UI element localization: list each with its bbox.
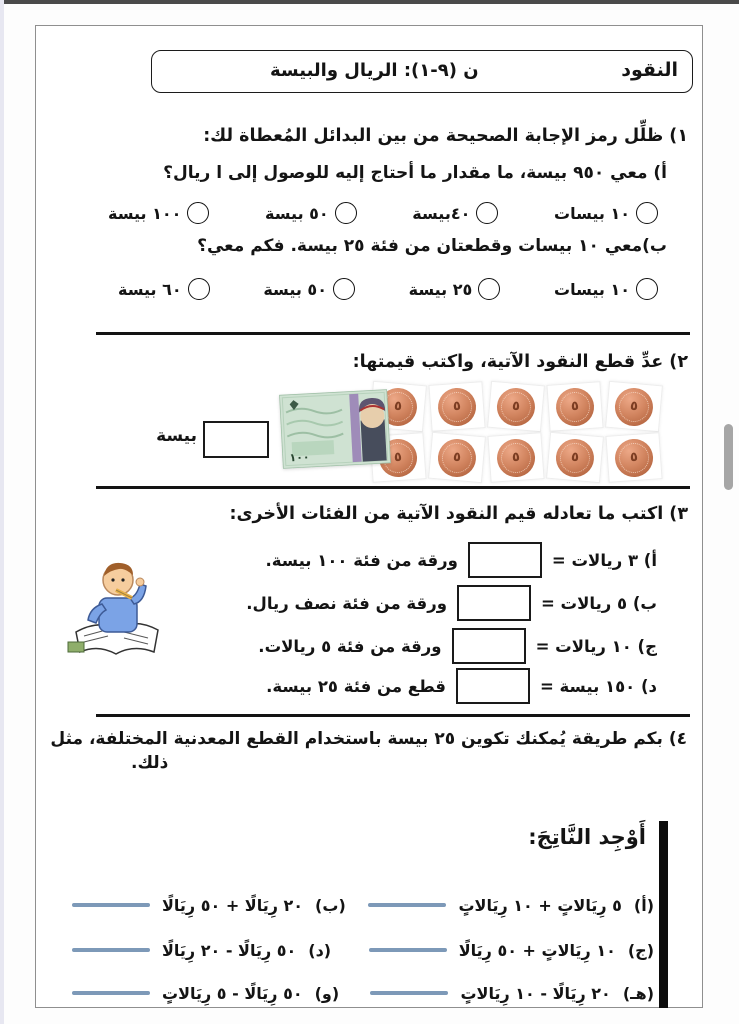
q3-prefix: ب) ٥ ريالات = xyxy=(540,593,657,613)
answer-line[interactable] xyxy=(368,903,446,907)
q1-heading: ١) ظلِّل رمز الإجابة الصحيحة من بين البدائل المُعطاة لك: xyxy=(203,126,688,146)
option-item xyxy=(108,202,209,224)
answer-circle[interactable] xyxy=(636,202,658,224)
problem-label: (د) xyxy=(308,940,332,960)
q1a-question: أ) معي ٩٥٠ بيسة، ما مقدار ما أحتاج إليه للوصول إلى ا ريال؟ xyxy=(163,163,667,183)
answer-circle[interactable] xyxy=(476,202,498,224)
q3-item xyxy=(266,540,658,580)
arithmetic-problem xyxy=(370,984,654,1003)
header-box xyxy=(151,50,693,93)
q3-suffix: ورقة من فئة نصف ريال. xyxy=(246,593,447,613)
arithmetic-problem xyxy=(72,941,331,960)
five-baisa-coin: ٥ xyxy=(555,386,596,427)
answer-circle[interactable] xyxy=(335,202,357,224)
q3-heading: ٣) اكتب ما تعادله قيم النقود الآتية من الفئات الأخرى: xyxy=(229,504,688,524)
top-edge-bar xyxy=(0,0,739,4)
answer-circle[interactable] xyxy=(478,278,500,300)
results-row xyxy=(72,974,654,1012)
problem-expression: ٥٠ رِيَالًا - ٥ رِيَالاتٍ xyxy=(162,983,303,1003)
q3-prefix: أ) ٣ ريالات = xyxy=(551,550,657,570)
coin-card xyxy=(605,381,663,433)
problem-expression: ٢٠ رِيَالًا + ٥٠ رِيَالًا xyxy=(162,895,304,915)
arithmetic-problem xyxy=(72,896,346,915)
coin-card xyxy=(605,432,662,483)
five-baisa-coin: ٥ xyxy=(614,437,655,478)
results-title: أَوْجِد النَّاتِجَ: xyxy=(528,825,646,849)
results-row xyxy=(72,886,654,924)
q4-line2: ذلك. xyxy=(131,753,169,773)
problem-expression: ١٠ رِيَالاتٍ + ٥٠ رِيَالًا xyxy=(458,940,616,960)
option-item xyxy=(554,278,658,300)
option-label: ١٠ بيسات xyxy=(553,279,630,299)
lesson-subtitle: ن (٩-١): الريال والبيسة xyxy=(270,60,479,81)
results-side-bar xyxy=(659,821,668,1008)
q3-suffix: ورقة من فئة ١٠٠ بيسة. xyxy=(265,550,458,570)
section-divider xyxy=(96,486,690,489)
worksheet-page xyxy=(35,25,703,1008)
answer-circle[interactable] xyxy=(188,278,210,300)
section-divider xyxy=(96,332,690,335)
q3-suffix: قطع من فئة ٢٥ بيسة. xyxy=(266,676,446,696)
q2-money-row xyxy=(36,378,702,493)
coins-group xyxy=(371,383,661,481)
coin-card xyxy=(546,432,604,484)
answer-circle[interactable] xyxy=(636,278,658,300)
q2-unit-label: بيسة xyxy=(156,426,197,446)
answer-line[interactable] xyxy=(72,948,150,952)
answer-line[interactable] xyxy=(72,991,150,995)
arithmetic-problem xyxy=(72,984,339,1003)
option-item xyxy=(554,202,658,224)
results-row xyxy=(72,931,654,969)
problem-expression: ٢٠ رِيَالًا - ١٠ رِيَالاتٍ xyxy=(460,983,611,1003)
q1b-question: ب)معي ١٠ بيسات وقطعتان من فئة ٢٥ بيسة. فكم معي؟ xyxy=(197,236,667,256)
option-item xyxy=(265,202,357,224)
problem-label: (و) xyxy=(314,983,340,1003)
answer-circle[interactable] xyxy=(333,278,355,300)
answer-line[interactable] xyxy=(369,948,447,952)
problem-expression: ٥ رِيَالاتٍ + ١٠ رِيَالاتٍ xyxy=(458,895,622,915)
q3-item xyxy=(246,583,657,623)
boy-thinking-illustration xyxy=(66,554,166,666)
q2-answer-box[interactable] xyxy=(203,421,269,458)
arithmetic-problem xyxy=(368,896,654,915)
problem-expression: ٥٠ رِيَالًا - ٢٠ رِيَالًا xyxy=(162,940,297,960)
option-label: ٥٠ بيسة xyxy=(265,203,329,223)
five-baisa-coin: ٥ xyxy=(554,437,595,478)
coin-card xyxy=(487,381,545,433)
five-baisa-coin: ٥ xyxy=(613,386,654,427)
q4-line1: ٤) بكم طريقة يُمكنك تكوين ٢٥ بيسة باستخدام القطع المعدنية المختلفة، مثل xyxy=(50,729,687,749)
coin-card xyxy=(546,381,603,432)
hundred-baisa-banknote-image xyxy=(279,389,391,469)
option-item xyxy=(118,278,210,300)
coin-card xyxy=(428,432,486,484)
q3-prefix: ج) ١٠ ريالات = xyxy=(535,636,657,656)
problem-label: (أ) xyxy=(633,895,654,915)
option-label: ٢٥ بيسة xyxy=(408,279,473,299)
boy-graphic xyxy=(66,554,166,666)
five-baisa-coin: ٥ xyxy=(378,437,419,478)
arithmetic-problem xyxy=(369,941,654,960)
q4-block xyxy=(36,729,687,773)
five-baisa-coin: ٥ xyxy=(436,437,477,478)
section-divider xyxy=(96,714,690,717)
five-baisa-coin: ٥ xyxy=(437,386,478,427)
q1a-options xyxy=(108,198,658,228)
scrollbar-thumb[interactable] xyxy=(724,424,733,490)
option-label: ٤٠بيسة xyxy=(412,203,471,223)
banknote-value-label: ١٠٠ xyxy=(289,450,310,465)
option-item xyxy=(412,202,498,224)
q2-heading: ٢) عدِّ قطع النقود الآتية، واكتب قيمتها: xyxy=(352,352,688,372)
q3-item xyxy=(258,626,657,666)
answer-circle[interactable] xyxy=(187,202,209,224)
answer-line[interactable] xyxy=(72,903,150,907)
option-label: ١٠ بيسات xyxy=(553,203,630,223)
option-label: ١٠٠ بيسة xyxy=(108,203,182,223)
page-title: النقود xyxy=(621,59,678,81)
answer-box[interactable] xyxy=(452,628,526,664)
answer-box[interactable] xyxy=(456,668,530,704)
left-edge-strip xyxy=(0,0,4,1024)
coin-card xyxy=(428,381,485,432)
problem-label: (ج) xyxy=(627,940,654,960)
q3-suffix: ورقة من فئة ٥ ريالات. xyxy=(258,636,442,656)
answer-line[interactable] xyxy=(370,991,448,995)
option-label: ٥٠ بيسة xyxy=(263,279,327,299)
q3-prefix: د) ١٥٠ بيسة = xyxy=(539,676,657,696)
problem-label: (هـ) xyxy=(622,983,654,1003)
option-label: ٦٠ بيسة xyxy=(118,279,182,299)
option-item xyxy=(263,278,355,300)
answer-box[interactable] xyxy=(457,585,531,621)
five-baisa-coin: ٥ xyxy=(377,386,418,427)
answer-box[interactable] xyxy=(468,542,542,578)
five-baisa-coin: ٥ xyxy=(496,437,537,478)
problem-label: (ب) xyxy=(315,895,346,915)
option-item xyxy=(409,278,501,300)
q3-item xyxy=(266,666,657,706)
five-baisa-coin: ٥ xyxy=(495,386,536,427)
q1b-options xyxy=(118,274,658,304)
coin-card xyxy=(487,432,544,483)
